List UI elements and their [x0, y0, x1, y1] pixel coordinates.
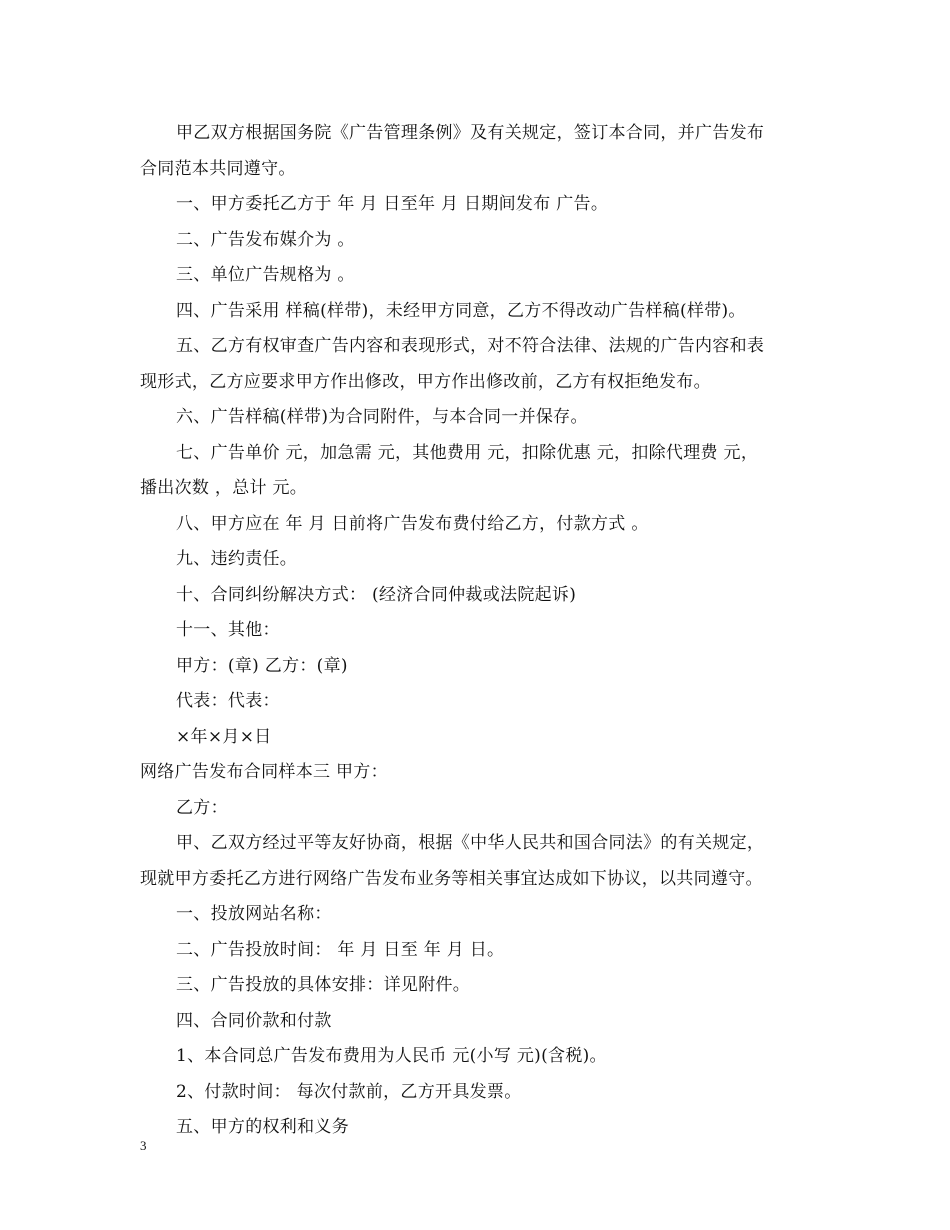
- article-2: 二、广告投放时间： 年 月 日至 年 月 日。: [176, 939, 505, 960]
- article-5: 五、甲方的权利和义务: [176, 1117, 349, 1137]
- clause-10: 十、合同纠纷解决方式： (经济合同仲裁或法院起诉): [176, 584, 577, 605]
- clause-5-continued: 现形式，乙方应要求甲方作出修改，甲方作出修改前，乙方有权拒绝发布。: [140, 371, 711, 392]
- clause-5: 五、乙方有权审查广告内容和表现形式，对不符合法律、法规的广告内容和表: [176, 336, 765, 356]
- clause-3: 三、单位广告规格为 。: [176, 265, 355, 285]
- article-1: 一、投放网站名称：: [176, 904, 332, 924]
- paragraph-line: 甲乙双方根据国务院《广告管理条例》及有关规定，签订本合同，并广告发布: [176, 123, 765, 143]
- article-4-item-2: 2、付款时间： 每次付款前，乙方开具发票。: [176, 1081, 522, 1102]
- section-title: 网络广告发布合同样本三 甲方：: [140, 762, 388, 782]
- page-number: 3: [140, 1138, 147, 1153]
- article-3: 三、广告投放的具体安排：详见附件。: [176, 975, 471, 995]
- party-b: 乙方：: [176, 797, 228, 818]
- preamble-line: 甲、乙双方经过平等友好协商，根据《中华人民共和国合同法》的有关规定，: [176, 833, 765, 853]
- signature-date: ×年×月×日: [176, 726, 272, 747]
- clause-6: 六、广告样稿(样带)为合同附件，与本合同一并保存。: [176, 407, 588, 427]
- signature-representatives: 代表：代表：: [176, 691, 280, 711]
- clause-8: 八、甲方应在 年 月 日前将广告发布费付给乙方，付款方式 。: [176, 513, 649, 534]
- clause-7: 七、广告单价 元，加急需 元，其他费用 元，扣除优惠 元，扣除代理费 元，: [176, 442, 759, 463]
- paragraph-line: 合同范本共同遵守。: [140, 158, 296, 179]
- preamble-line-continued: 现就甲方委托乙方进行网络广告发布业务等相关事宜达成如下协议，以共同遵守。: [140, 868, 763, 889]
- clause-11: 十一、其他：: [176, 620, 280, 640]
- signature-parties: 甲方：(章) 乙方：(章): [176, 655, 348, 676]
- clause-9: 九、违约责任。: [176, 549, 298, 569]
- article-4-item-1: 1、本合同总广告发布费用为人民币 元(小写 元)(含税)。: [176, 1046, 607, 1066]
- clause-4: 四、广告采用 样稿(样带)，未经甲方同意，乙方不得改动广告样稿(样带)。: [176, 300, 746, 321]
- clause-7-continued: 播出次数 ，总计 元。: [140, 478, 308, 498]
- clause-2: 二、广告发布媒介为 。: [176, 229, 355, 250]
- article-4: 四、合同价款和付款: [176, 1010, 332, 1031]
- document-body: [140, 116, 830, 1146]
- clause-1: 一、甲方委托乙方于 年 月 日至年 月 日期间发布 广告。: [176, 194, 609, 214]
